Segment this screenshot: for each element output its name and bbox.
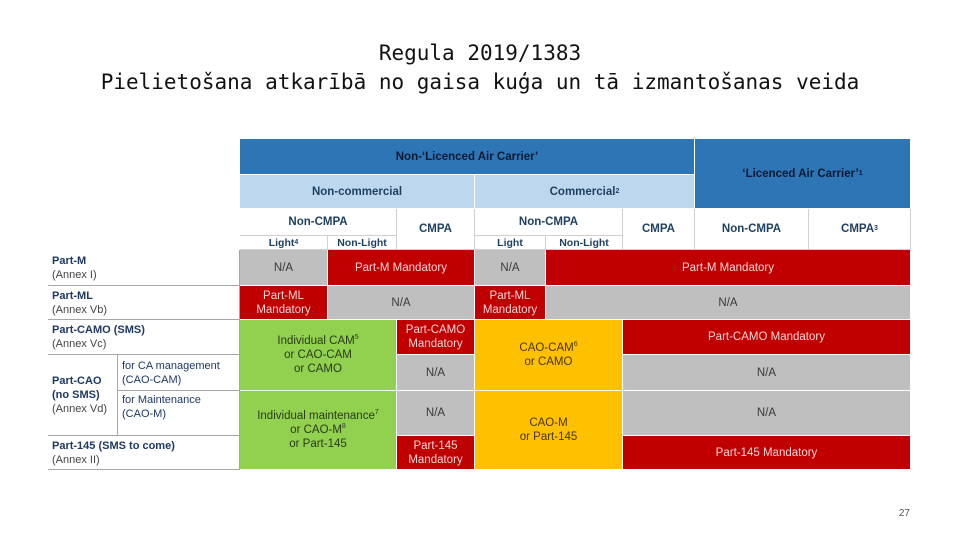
- row-part-cao-name: Part-CAO: [52, 375, 102, 387]
- row-subheader-cao-m: [118, 391, 240, 436]
- row-part-ml-name: Part-ML: [52, 289, 93, 302]
- table-corner-blank: [48, 139, 240, 250]
- cell-text: [290, 423, 346, 437]
- header-cmpa-3: CMPA 3: [809, 209, 911, 250]
- cell-na: N/A: [397, 355, 475, 391]
- cell-text: Part-145: [413, 439, 458, 452]
- header-commercial: Commercial 2: [475, 175, 695, 209]
- row-header-part-ml: [48, 286, 240, 320]
- cell-na: N/A: [623, 355, 911, 391]
- row-part-m-name: Part-M: [52, 254, 87, 267]
- row-header-part-m: [48, 250, 240, 286]
- cell-text: Individual maintenance: [257, 410, 375, 422]
- cell-text: Mandatory: [408, 338, 463, 350]
- cell-part-145-mandatory: [397, 436, 475, 470]
- page-number: 27: [898, 508, 910, 519]
- row-part-ml-annex: (Annex Vb): [52, 303, 108, 316]
- cell-na: N/A: [397, 391, 475, 436]
- cell-na: N/A: [240, 250, 328, 286]
- footnote-sup: 6: [573, 341, 578, 349]
- cell-na: N/A: [623, 391, 911, 436]
- header-non-light-2: Non-Light: [546, 236, 623, 250]
- header-light-2: Light: [475, 236, 546, 250]
- cell-part-m-mandatory: Part-M Mandatory: [328, 250, 475, 286]
- footnote-sup: 5: [354, 334, 359, 342]
- cell-text: Part-CAMO: [405, 324, 466, 336]
- header-commercial-label: Commercial: [549, 185, 616, 198]
- header-non-cmpa-2: Non-CMPA: [475, 209, 623, 236]
- header-lac-label: ‘Licenced Air Carrier’: [742, 167, 859, 180]
- cell-part-camo-mandatory: [397, 320, 475, 355]
- cell-text: [257, 409, 379, 423]
- cell-part-camo-mandatory: Part-CAMO Mandatory: [623, 320, 911, 355]
- cell-part-ml-mandatory: [475, 286, 546, 320]
- row-part-cao-name2: (no SMS): [52, 389, 100, 401]
- cell-text: or CAO-CAM: [284, 349, 352, 361]
- cell-na: N/A: [328, 286, 475, 320]
- cell-text: Part-ML: [489, 289, 531, 302]
- cell-text: Mandatory: [482, 303, 538, 316]
- header-light-1-label: Light: [268, 236, 295, 249]
- row-part-m-annex: (Annex I): [52, 268, 97, 281]
- header-cmpa-1: CMPA: [397, 209, 475, 250]
- cell-text: Part-ML: [263, 289, 304, 302]
- row-part-145-annex: (Annex II): [52, 453, 100, 466]
- header-non-cmpa-1: Non-CMPA: [240, 209, 397, 236]
- row-header-part-145: [48, 436, 240, 470]
- cell-part-145-mandatory: Part-145 Mandatory: [623, 436, 911, 470]
- cell-na: N/A: [475, 250, 546, 286]
- row-sub-text: for CA management: [122, 359, 220, 372]
- cell-part-ml-mandatory: [240, 286, 328, 320]
- cell-cao-cam: [475, 320, 623, 391]
- cell-text: [277, 334, 358, 348]
- header-cmpa-3-label: CMPA: [841, 223, 875, 235]
- cell-text: or CAO-M: [290, 424, 342, 436]
- cell-cao-m: [475, 391, 623, 470]
- row-part-145-name: Part-145 (SMS to come): [52, 439, 175, 452]
- cell-text: or Part-145: [289, 438, 347, 450]
- row-part-camo-annex: (Annex Vc): [52, 338, 107, 350]
- cell-text: Mandatory: [408, 453, 463, 466]
- row-header-part-camo: [48, 320, 240, 355]
- header-non-light-1: Non-Light: [328, 236, 397, 250]
- cell-text: or Part-145: [519, 431, 578, 443]
- row-sub-text: (CAO-CAM): [122, 373, 182, 386]
- cell-na: N/A: [546, 286, 911, 320]
- cell-text: Individual CAM: [277, 335, 355, 347]
- header-non-cmpa-3: Non-CMPA: [695, 209, 809, 250]
- slide-title-line2: Pielietošana atkarībā no gaisa kuģa un tā izmantošanas veida: [100, 70, 860, 94]
- cell-text: CAO-CAM: [519, 342, 574, 354]
- footnote-sup: 7: [374, 409, 379, 417]
- row-part-camo-name: Part-CAMO (SMS): [52, 324, 145, 336]
- cell-text: or CAMO: [294, 363, 342, 375]
- header-non-commercial: Non-commercial: [240, 175, 475, 209]
- row-sub-text: (CAO-M): [122, 408, 166, 420]
- footnote-sup: 8: [341, 423, 346, 431]
- header-non-lac: Non-‘Licenced Air Carrier’: [240, 139, 695, 175]
- slide-title-line1: Regula 2019/1383: [378, 41, 582, 65]
- cell-text: [519, 341, 577, 355]
- cell-text: Mandatory: [256, 303, 311, 316]
- header-cmpa-2: CMPA: [623, 209, 695, 250]
- row-subheader-cao-cam: [118, 355, 240, 391]
- row-header-part-cao: [48, 355, 118, 436]
- row-sub-text: for Maintenance: [122, 394, 201, 406]
- cell-text: CAO-M: [529, 417, 568, 429]
- cell-text: or CAMO: [524, 356, 573, 368]
- cell-individual-maintenance: [240, 391, 397, 470]
- regulation-applicability-table: [48, 139, 911, 470]
- row-part-cao-annex: (Annex Vd): [52, 403, 108, 415]
- header-light-1: Light 4: [240, 236, 328, 250]
- cell-individual-cam: [240, 320, 397, 391]
- cell-part-m-mandatory: Part-M Mandatory: [546, 250, 911, 286]
- header-lac: ‘Licenced Air Carrier’ 1: [695, 139, 911, 209]
